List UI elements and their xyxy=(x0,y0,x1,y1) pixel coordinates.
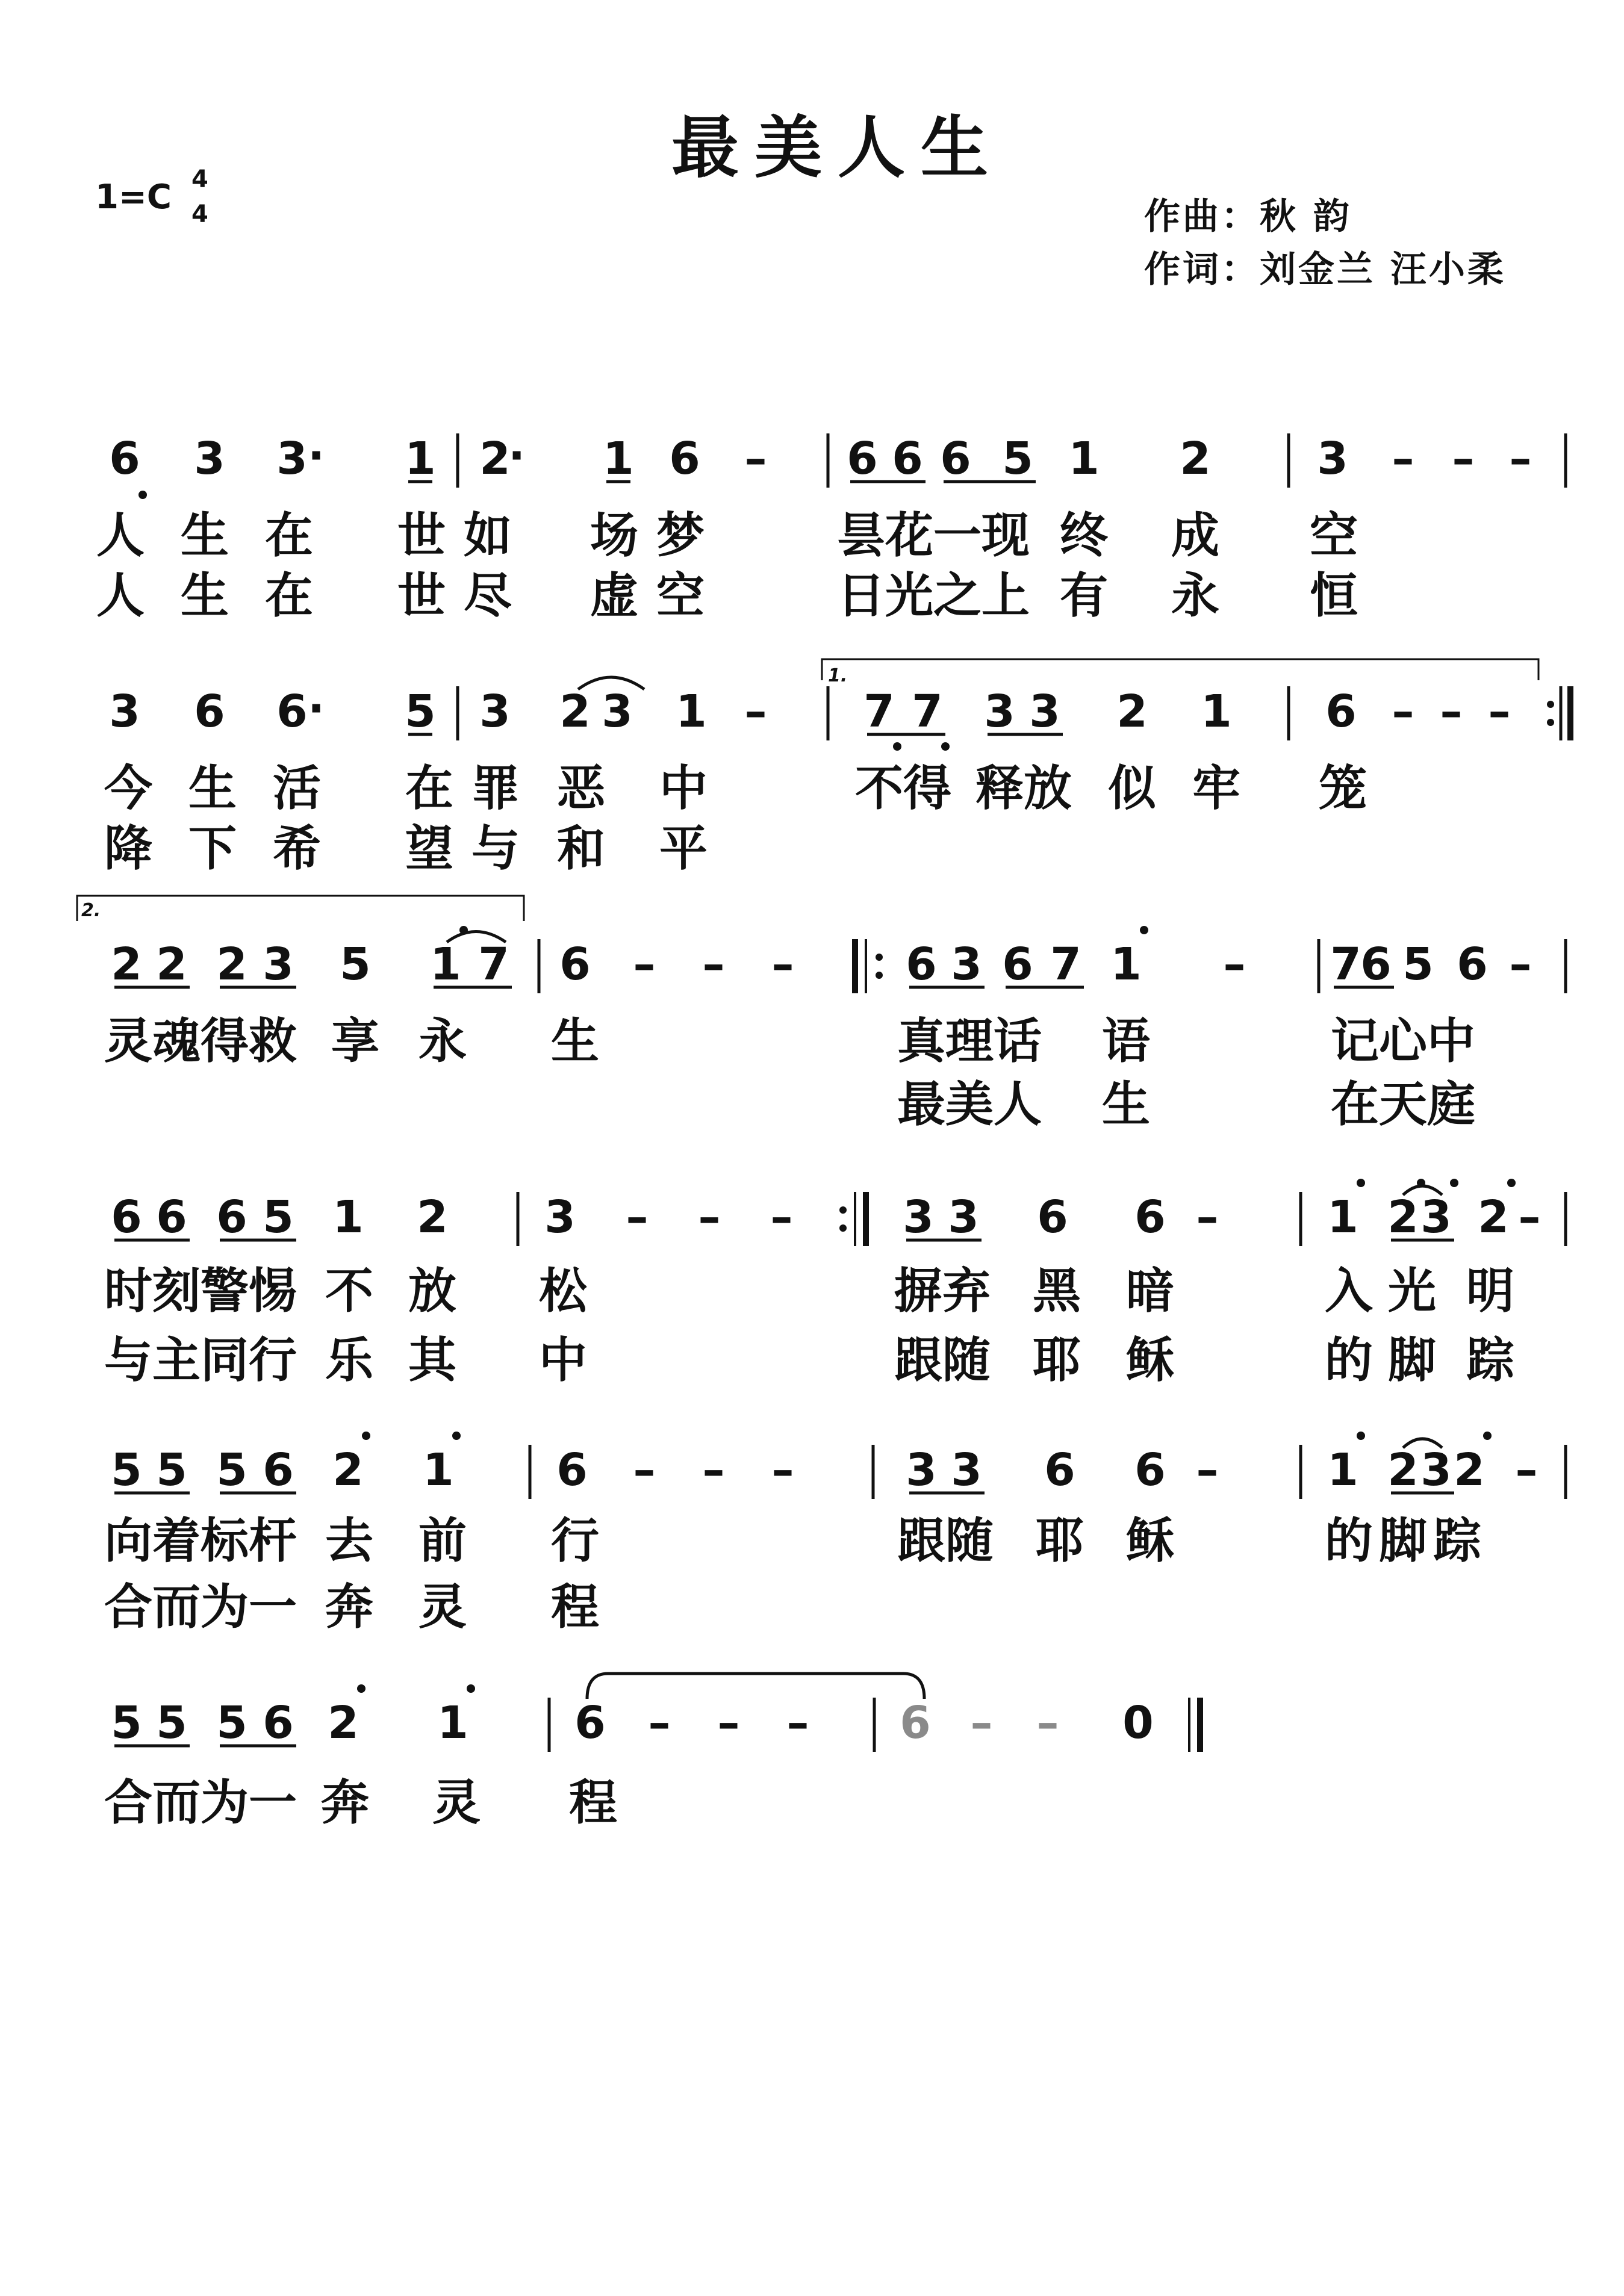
note-digit: 2 xyxy=(1116,686,1148,737)
lyric-char: 理 xyxy=(945,1013,994,1069)
lyric-char: 程 xyxy=(569,1775,617,1831)
dash-extension: – xyxy=(698,1191,721,1243)
lyric-char: 灵 xyxy=(418,1579,467,1635)
note-digit: 3 xyxy=(906,1444,937,1496)
note-digit: 3 xyxy=(544,1191,576,1243)
note-digit: 3 xyxy=(1420,1444,1452,1496)
note-digit: 6 xyxy=(559,939,591,990)
dash-extension: – xyxy=(1488,686,1511,737)
dash-extension: – xyxy=(633,939,656,990)
lyric-char: 得 xyxy=(903,760,951,816)
note-digit: 3 xyxy=(948,1191,979,1243)
dash-extension: – xyxy=(702,939,725,990)
lyric-char: 不 xyxy=(325,1263,373,1319)
tie xyxy=(587,1674,924,1699)
lyric-char: 中 xyxy=(659,760,708,816)
dash-extension: – xyxy=(633,1444,656,1496)
lyric-char: 弃 xyxy=(942,1263,991,1319)
lyric-char: 松 xyxy=(539,1263,587,1319)
lyric-char: 笼 xyxy=(1319,760,1367,816)
note-digit: 6 xyxy=(1360,939,1392,990)
lyric-char: 乐 xyxy=(325,1332,373,1388)
lyric-char: 其 xyxy=(408,1332,456,1388)
note-digit: 6 xyxy=(1457,939,1488,990)
lyric-char: 世 xyxy=(397,568,446,624)
lyric-char: 魂 xyxy=(152,1013,201,1069)
lyric-char: 主 xyxy=(152,1332,201,1388)
note-digit: 1 xyxy=(405,433,436,485)
lyric-char: 而 xyxy=(152,1775,201,1831)
note-digit: 7 xyxy=(1330,939,1361,990)
lyric-char: 踪 xyxy=(1466,1332,1514,1388)
lyric-char: 庭 xyxy=(1427,1076,1475,1132)
lyric-char: 空 xyxy=(1310,507,1358,563)
lyric-char: 奔 xyxy=(321,1775,369,1831)
lyric-char: 得 xyxy=(201,1013,249,1069)
lyric-char: 梦 xyxy=(656,507,705,563)
lyric-char: 同 xyxy=(201,1332,249,1388)
dash-extension: – xyxy=(1515,1444,1538,1496)
note-digit: 6 xyxy=(156,1191,187,1243)
note-digit: 6 xyxy=(263,1697,294,1749)
note-digit: 3 xyxy=(984,686,1015,737)
lyric-char: 去 xyxy=(325,1513,373,1569)
note-digit: 3 xyxy=(903,1191,934,1243)
lyric-char: 刻 xyxy=(152,1263,201,1319)
lyric-char: 上 xyxy=(982,568,1030,624)
dotted-note-dot: · xyxy=(307,683,325,734)
lyric-char: 场 xyxy=(590,507,638,563)
note-digit: 3 xyxy=(602,686,633,737)
lyric-char: 时 xyxy=(104,1263,152,1319)
lyric-char: 向 xyxy=(104,1513,152,1569)
lyric-char: 恒 xyxy=(1310,568,1358,624)
note-digit: 1 xyxy=(430,939,461,990)
note-digit: 5 xyxy=(405,686,436,737)
lyric-char: 一 xyxy=(249,1579,297,1635)
note-digit: 6 xyxy=(1134,1444,1166,1496)
note-digit: 6 xyxy=(847,433,878,485)
lyric-char: 真 xyxy=(897,1013,945,1069)
note-digit: 6 xyxy=(669,433,700,485)
note-digit: 6 xyxy=(109,433,140,485)
note-digit: 5 xyxy=(111,1697,142,1749)
lyric-char: 脚 xyxy=(1379,1513,1427,1569)
slur xyxy=(1403,1186,1442,1195)
lyric-char: 天 xyxy=(1379,1076,1427,1132)
lyric-char: 不 xyxy=(855,760,903,816)
lyric-char: 最 xyxy=(897,1076,945,1132)
lyric-char: 跟 xyxy=(897,1513,945,1569)
dash-extension: – xyxy=(1509,939,1532,990)
lyric-char: 放 xyxy=(408,1263,456,1319)
note-digit: 2 xyxy=(328,1697,359,1749)
note-digit: 1 xyxy=(1068,433,1100,485)
slur xyxy=(578,677,644,689)
lyric-char: 成 xyxy=(1171,507,1219,563)
volta-2-bracket xyxy=(77,896,524,921)
note-digit: 2 xyxy=(156,939,187,990)
lyric-char: 稣 xyxy=(1126,1513,1174,1569)
note-digit: 6 xyxy=(1002,939,1033,990)
lyric-char: 似 xyxy=(1108,760,1156,816)
note-digit: 3 xyxy=(109,686,140,737)
dash-extension: – xyxy=(1452,433,1475,485)
lyric-char: 惕 xyxy=(249,1263,297,1319)
lyric-char: 降 xyxy=(104,821,152,877)
note-digit: 3 xyxy=(479,686,511,737)
composer-credit: 作曲：秋 韵 xyxy=(1144,196,1352,238)
lyric-char: 合 xyxy=(104,1775,152,1831)
lyric-char: 为 xyxy=(201,1579,249,1635)
lyric-char: 空 xyxy=(656,568,705,624)
lyric-char: 如 xyxy=(464,507,512,563)
note-digit: 6 xyxy=(900,1697,931,1749)
note-digit: 6 xyxy=(216,1191,247,1243)
note-digit: 6 xyxy=(263,1444,294,1496)
lyric-char: 希 xyxy=(273,821,321,877)
note-digit: 6 xyxy=(1325,686,1357,737)
note-digit: 5 xyxy=(156,1444,187,1496)
volta-1-label: 1. xyxy=(828,665,848,686)
lyric-char: 明 xyxy=(1466,1263,1514,1319)
note-digit: 3 xyxy=(1317,433,1348,485)
dash-extension: – xyxy=(702,1444,725,1496)
lyric-char: 黑 xyxy=(1033,1263,1081,1319)
dash-extension: – xyxy=(1036,1697,1059,1749)
lyric-char: 世 xyxy=(397,507,446,563)
lyric-char: 摒 xyxy=(894,1263,942,1319)
lyric-char: 入 xyxy=(1325,1263,1373,1319)
note-digit: 7 xyxy=(478,939,509,990)
note-digit: 5 xyxy=(111,1444,142,1496)
key-signature: 1=C xyxy=(95,178,172,217)
volta-1-bracket xyxy=(822,659,1538,680)
note-digit: 1 xyxy=(1327,1444,1358,1496)
octave-dots xyxy=(138,491,1554,1693)
note-digit: 5 xyxy=(340,939,371,990)
lyric-char: 脚 xyxy=(1388,1332,1436,1388)
note-digit: 3 xyxy=(1420,1191,1452,1243)
note-digit: 1 xyxy=(676,686,707,737)
note-digit: 2 xyxy=(1478,1191,1509,1243)
dash-extension: – xyxy=(1392,686,1414,737)
dash-extension: – xyxy=(717,1697,740,1749)
note-digit: 1 xyxy=(423,1444,454,1496)
lyric-char: 活 xyxy=(273,760,321,816)
note-digit: 3 xyxy=(951,939,982,990)
lyric-char: 稣 xyxy=(1126,1332,1174,1388)
lyric-char: 前 xyxy=(418,1513,467,1569)
lyric-char: 标 xyxy=(201,1513,249,1569)
lyric-char: 随 xyxy=(945,1513,994,1569)
lyric-char: 行 xyxy=(249,1332,297,1388)
slur xyxy=(447,932,506,943)
lyric-char: 日 xyxy=(837,568,885,624)
lyric-char: 牢 xyxy=(1192,760,1240,816)
lyric-char: 跟 xyxy=(894,1332,942,1388)
note-digit: 6 xyxy=(1044,1444,1075,1496)
dotted-note-dot: · xyxy=(307,430,325,482)
slur xyxy=(1403,1439,1442,1448)
lyric-char: 一 xyxy=(249,1775,297,1831)
lyric-char: 现 xyxy=(982,507,1030,563)
note-digit: 6 xyxy=(1037,1191,1068,1243)
note-digit: 2 xyxy=(1180,433,1211,485)
note-digit: 1 xyxy=(332,1191,364,1243)
lyric-char: 释 xyxy=(975,760,1024,816)
note-digit: 2 xyxy=(1454,1444,1485,1496)
lyric-char: 和 xyxy=(557,821,605,877)
time-signature-top: 4 xyxy=(191,166,208,193)
lyric-char: 救 xyxy=(249,1013,297,1069)
note-digit: 5 xyxy=(216,1444,247,1496)
note-digit: 6 xyxy=(892,433,923,485)
dash-extension: – xyxy=(771,939,794,990)
lyric-char: 而 xyxy=(152,1579,201,1635)
lyric-char: 在 xyxy=(1331,1076,1379,1132)
lyric-char: 光 xyxy=(1388,1263,1436,1319)
note-digit: 2 xyxy=(559,686,591,737)
lyric-char: 望 xyxy=(405,821,453,877)
time-signature-bottom: 4 xyxy=(191,200,208,228)
lyric-char: 与 xyxy=(104,1332,152,1388)
lyric-char: 耶 xyxy=(1036,1513,1084,1569)
note-digit: 2 xyxy=(479,433,511,485)
beam-underlines xyxy=(114,482,1454,1749)
dotted-note-dot: · xyxy=(508,430,526,482)
lyric-char: 享 xyxy=(331,1013,379,1069)
note-digit: 6 xyxy=(940,433,971,485)
note-digit: 6 xyxy=(276,686,308,737)
lyric-char: 昙 xyxy=(837,507,885,563)
lyric-char: 尽 xyxy=(464,568,512,624)
note-digit: 3 xyxy=(951,1444,982,1496)
lyric-char: 生 xyxy=(181,568,229,624)
lyric-char: 有 xyxy=(1060,568,1108,624)
note-digit: 6 xyxy=(1134,1191,1166,1243)
lyric-char: 放 xyxy=(1024,760,1072,816)
note-digit: 6 xyxy=(111,1191,142,1243)
dash-extension: – xyxy=(744,686,767,737)
note-digit: 1 xyxy=(1110,939,1142,990)
lyric-char: 记 xyxy=(1331,1013,1379,1069)
lyric-char: 灵 xyxy=(432,1775,481,1831)
lyric-char: 暗 xyxy=(1126,1263,1174,1319)
dash-extension: – xyxy=(1518,1191,1541,1243)
note-digit: 0 xyxy=(1122,1697,1154,1749)
note-digit: 7 xyxy=(1050,939,1081,990)
lyric-char: 终 xyxy=(1060,507,1108,563)
lyric-char: 虚 xyxy=(590,568,638,624)
dash-extension: – xyxy=(1440,686,1463,737)
dash-extension: – xyxy=(744,433,767,485)
lyric-char: 语 xyxy=(1102,1013,1150,1069)
dash-extension: – xyxy=(970,1697,993,1749)
note-digit: 2 xyxy=(111,939,142,990)
lyric-char: 在 xyxy=(265,507,313,563)
note-digit: 1 xyxy=(1201,686,1232,737)
note-digit: 6 xyxy=(574,1697,606,1749)
lyric-char: 合 xyxy=(104,1579,152,1635)
song-title: 最美人生 xyxy=(671,109,1004,187)
note-digit: 5 xyxy=(216,1697,247,1749)
note-digit: 5 xyxy=(1402,939,1434,990)
volta-2-label: 2. xyxy=(81,900,101,921)
dash-extension: – xyxy=(1509,433,1532,485)
lyric-char: 的 xyxy=(1325,1332,1373,1388)
lyric-char: 中 xyxy=(1427,1013,1475,1069)
note-digit: 6 xyxy=(194,686,225,737)
lyric-char: 随 xyxy=(942,1332,991,1388)
note-digit: 2 xyxy=(417,1191,448,1243)
note-digit: 2 xyxy=(1387,1444,1419,1496)
lyricist-credit: 作词：刘金兰 汪小柔 xyxy=(1144,249,1506,291)
note-digit: 1 xyxy=(1327,1191,1358,1243)
lyric-char: 花 xyxy=(885,507,933,563)
note-digit: 1 xyxy=(437,1697,468,1749)
note-digit: 2 xyxy=(1387,1191,1419,1243)
note-digit: 3 xyxy=(276,433,308,485)
lyric-char: 生 xyxy=(551,1013,599,1069)
lyric-char: 灵 xyxy=(104,1013,152,1069)
note-digit: 3 xyxy=(1029,686,1060,737)
lyric-char: 永 xyxy=(1171,568,1219,624)
lyric-char: 光 xyxy=(885,568,933,624)
lyric-char: 平 xyxy=(659,821,708,877)
lyric-char: 今 xyxy=(104,760,152,816)
lyric-char: 踪 xyxy=(1433,1513,1481,1569)
note-digit: 6 xyxy=(556,1444,588,1496)
note-digit: 3 xyxy=(194,433,225,485)
lyric-char: 与 xyxy=(471,821,520,877)
lyric-char: 心 xyxy=(1379,1013,1427,1069)
note-digit: 2 xyxy=(332,1444,364,1496)
lyric-char: 程 xyxy=(551,1579,599,1635)
lyric-char: 之 xyxy=(933,568,982,624)
lyric-char: 杆 xyxy=(249,1513,297,1569)
lyric-char: 奔 xyxy=(325,1579,373,1635)
dash-extension: – xyxy=(786,1697,809,1749)
lyric-char: 一 xyxy=(933,507,982,563)
lyric-char: 在 xyxy=(265,568,313,624)
lyric-char: 耶 xyxy=(1033,1332,1081,1388)
lyric-char: 生 xyxy=(188,760,237,816)
dash-extension: – xyxy=(1223,939,1246,990)
note-digit: 7 xyxy=(912,686,943,737)
lyric-char: 罪 xyxy=(471,760,520,816)
lyric-char: 永 xyxy=(418,1013,467,1069)
note-digit: 5 xyxy=(1002,433,1033,485)
dash-extension: – xyxy=(1392,433,1414,485)
dash-extension: – xyxy=(648,1697,671,1749)
lyric-char: 行 xyxy=(551,1513,599,1569)
lyric-char: 人 xyxy=(96,507,145,563)
lyric-char: 美 xyxy=(945,1076,994,1132)
lyric-char: 人 xyxy=(994,1076,1042,1132)
lyric-char: 恶 xyxy=(557,760,605,816)
lyric-char: 为 xyxy=(201,1775,249,1831)
note-digit: 7 xyxy=(863,686,895,737)
note-digit: 1 xyxy=(603,433,634,485)
note-digit: 5 xyxy=(263,1191,294,1243)
lyric-char: 着 xyxy=(152,1513,201,1569)
lyric-char: 下 xyxy=(188,821,237,877)
dash-extension: – xyxy=(626,1191,649,1243)
dash-extension: – xyxy=(770,1191,793,1243)
lyric-char: 人 xyxy=(96,568,145,624)
lyric-char: 话 xyxy=(994,1013,1042,1069)
dash-extension: – xyxy=(1196,1191,1219,1243)
dash-extension: – xyxy=(1196,1444,1219,1496)
lyric-char: 生 xyxy=(181,507,229,563)
lyric-char: 的 xyxy=(1325,1513,1373,1569)
note-digit: 5 xyxy=(156,1697,187,1749)
dash-extension: – xyxy=(771,1444,794,1496)
note-digit: 3 xyxy=(263,939,294,990)
note-digit: 2 xyxy=(216,939,247,990)
lyric-char: 警 xyxy=(201,1263,249,1319)
note-digit: 6 xyxy=(906,939,937,990)
lyric-char: 在 xyxy=(405,760,453,816)
lyric-char: 生 xyxy=(1102,1076,1150,1132)
lyric-char: 中 xyxy=(539,1332,587,1388)
